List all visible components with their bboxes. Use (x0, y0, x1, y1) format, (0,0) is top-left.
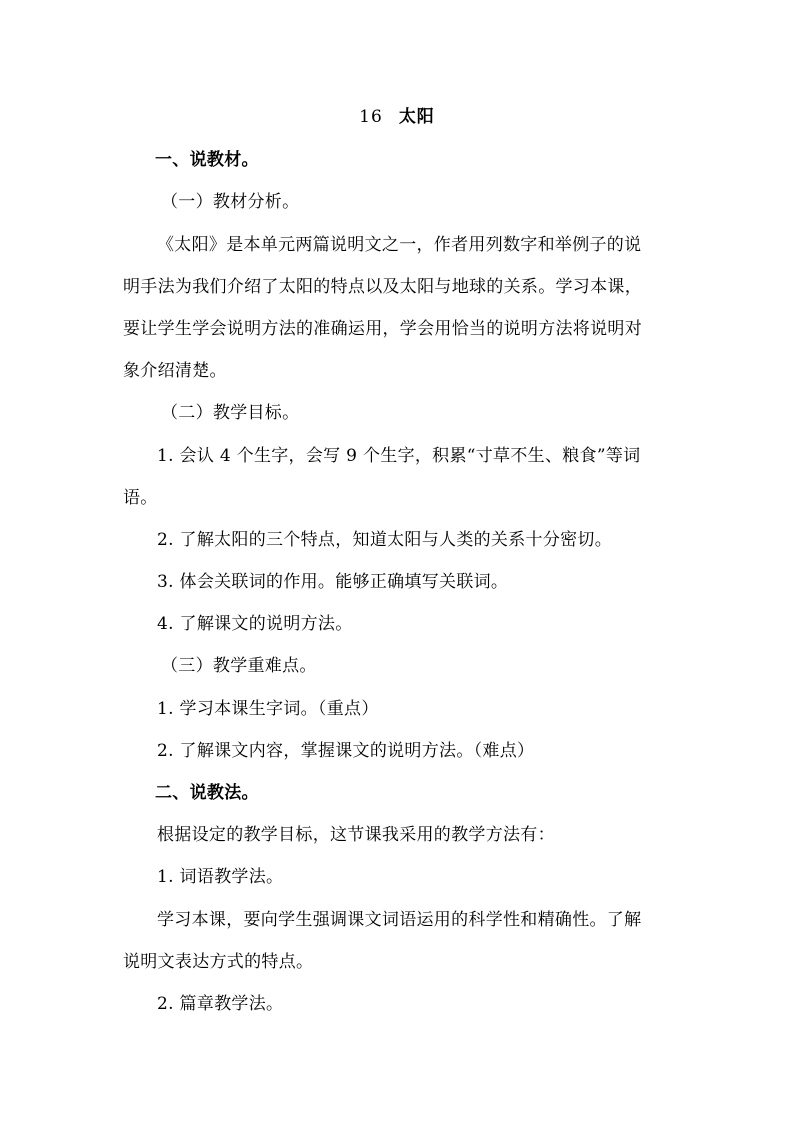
section-heading-method: 二、说教法。 (155, 783, 259, 803)
lesson-title (0, 104, 794, 130)
goal-item: 2. 了解太阳的三个特点，知道太阳与人类的关系十分密切。 (157, 530, 613, 550)
goal-item-continued: 语。 (123, 488, 158, 508)
method-item: 2. 篇章教学法。 (157, 994, 284, 1014)
method-description: 学习本课，要向学生强调课文词语运用的科学性和精确性。了解 (157, 910, 642, 930)
method-description: 说明文表达方式的特点。 (123, 952, 314, 972)
key-point-item: 2. 了解课文内容，掌握课文的说明方法。（难点） (157, 741, 535, 761)
goal-item: 1. 会认 4 个生字，会写 9 个生字，积累“寸草不生、粮食”等词 (157, 446, 641, 466)
subheading-goals: （二）教学目标。 (161, 403, 300, 423)
paragraph-line: 要让学生学会说明方法的准确运用，学会用恰当的说明方法将说明对 (123, 319, 642, 339)
goal-item: 4. 了解课文的说明方法。 (157, 614, 353, 634)
subheading-key-points: （三）教学重难点。 (161, 656, 317, 676)
section-heading-textbook: 一、说教材。 (155, 150, 259, 170)
subheading-analysis: （一）教材分析。 (161, 192, 300, 212)
key-point-item: 1. 学习本课生字词。（重点） (157, 699, 379, 719)
lesson-title-text: 太阳 (398, 107, 435, 127)
paragraph-line: 明手法为我们介绍了太阳的特点以及太阳与地球的关系。学习本课， (123, 277, 642, 297)
paragraph-line: 象介绍清楚。 (123, 361, 227, 381)
goal-item: 3. 体会关联词的作用。能够正确填写关联词。 (157, 572, 509, 592)
method-intro: 根据设定的教学目标，这节课我采用的教学方法有： (157, 825, 555, 845)
lesson-number: 16 (359, 107, 383, 127)
paragraph-line: 《太阳》是本单元两篇说明文之一，作者用列数字和举例子的说 (157, 235, 642, 255)
method-item: 1. 词语教学法。 (157, 867, 284, 887)
